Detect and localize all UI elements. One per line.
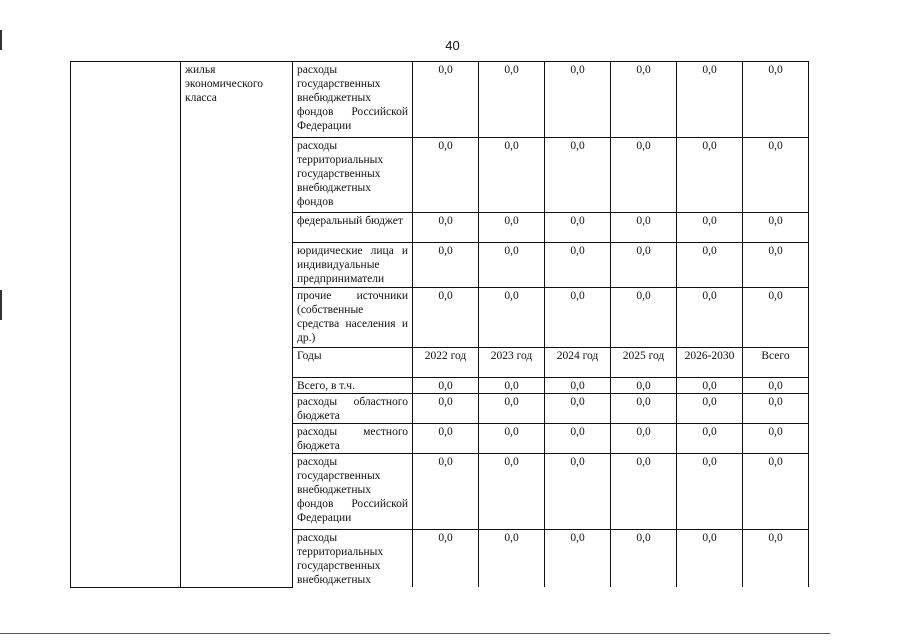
source-cell: расходы территориальных государственных внебюджетных	[293, 530, 413, 588]
value-cell: 0,0	[479, 378, 545, 394]
year-header: 2023 год	[479, 348, 545, 378]
value-cell: 0,0	[479, 454, 545, 530]
value-cell: 0,0	[677, 394, 743, 424]
value-cell: 0,0	[413, 213, 479, 243]
value-cell: 0,0	[413, 288, 479, 348]
source-cell: федеральный бюджет	[293, 213, 413, 243]
value-cell: 0,0	[479, 394, 545, 424]
value-cell: 0,0	[479, 62, 545, 138]
left-edge-mark	[0, 290, 2, 320]
value-cell: 0,0	[545, 424, 611, 454]
value-cell: 0,0	[545, 530, 611, 588]
value-cell: 0,0	[677, 424, 743, 454]
value-cell: 0,0	[413, 378, 479, 394]
page-bottom-line	[0, 633, 830, 634]
source-cell: юридические лица и индивидуальные предприниматели	[293, 243, 413, 288]
value-cell: 0,0	[743, 454, 809, 530]
value-cell: 0,0	[479, 213, 545, 243]
page-number: 40	[445, 38, 460, 53]
value-cell: 0,0	[743, 243, 809, 288]
source-cell: Всего, в т.ч.	[293, 378, 413, 394]
source-cell: расходы государственных внебюджетных фондов Российской Федерации	[293, 62, 413, 138]
years-label: Годы	[293, 348, 413, 378]
value-cell: 0,0	[611, 424, 677, 454]
value-cell: 0,0	[677, 62, 743, 138]
value-cell: 0,0	[611, 530, 677, 588]
funding-table	[70, 61, 809, 588]
source-cell: прочие источники (собственные средства населения и др.)	[293, 288, 413, 348]
value-cell: 0,0	[479, 424, 545, 454]
value-cell: 0,0	[611, 454, 677, 530]
value-cell: 0,0	[677, 243, 743, 288]
value-cell: 0,0	[479, 288, 545, 348]
value-cell: 0,0	[413, 424, 479, 454]
value-cell: 0,0	[677, 378, 743, 394]
value-cell: 0,0	[545, 454, 611, 530]
value-cell: 0,0	[611, 378, 677, 394]
left-edge-mark	[0, 30, 2, 50]
event-name-cell: жилья экономического класса	[181, 62, 293, 588]
source-cell: расходы местного бюджета	[293, 424, 413, 454]
total-header: Всего	[743, 348, 809, 378]
source-cell: расходы областного бюджета	[293, 394, 413, 424]
value-cell: 0,0	[743, 138, 809, 213]
value-cell: 0,0	[413, 454, 479, 530]
value-cell: 0,0	[545, 213, 611, 243]
value-cell: 0,0	[611, 62, 677, 138]
value-cell: 0,0	[479, 138, 545, 213]
value-cell: 0,0	[743, 378, 809, 394]
value-cell: 0,0	[413, 138, 479, 213]
value-cell: 0,0	[743, 62, 809, 138]
value-cell: 0,0	[413, 530, 479, 588]
value-cell: 0,0	[743, 213, 809, 243]
value-cell: 0,0	[743, 424, 809, 454]
value-cell: 0,0	[611, 394, 677, 424]
source-cell: расходы территориальных государственных внебюджетных фондов	[293, 138, 413, 213]
value-cell: 0,0	[479, 243, 545, 288]
empty-number-cell	[71, 62, 181, 588]
year-header: 2025 год	[611, 348, 677, 378]
value-cell: 0,0	[677, 530, 743, 588]
source-cell: расходы государственных внебюджетных фондов Российской Федерации	[293, 454, 413, 530]
value-cell: 0,0	[611, 243, 677, 288]
value-cell: 0,0	[413, 243, 479, 288]
value-cell: 0,0	[611, 213, 677, 243]
value-cell: 0,0	[545, 138, 611, 213]
value-cell: 0,0	[677, 213, 743, 243]
value-cell: 0,0	[743, 394, 809, 424]
value-cell: 0,0	[413, 394, 479, 424]
value-cell: 0,0	[413, 62, 479, 138]
value-cell: 0,0	[545, 62, 611, 138]
year-header: 2024 год	[545, 348, 611, 378]
value-cell: 0,0	[545, 378, 611, 394]
value-cell: 0,0	[677, 454, 743, 530]
value-cell: 0,0	[611, 288, 677, 348]
value-cell: 0,0	[611, 138, 677, 213]
year-header: 2022 год	[413, 348, 479, 378]
table-row	[71, 62, 809, 138]
value-cell: 0,0	[743, 288, 809, 348]
value-cell: 0,0	[677, 288, 743, 348]
value-cell: 0,0	[479, 530, 545, 588]
value-cell: 0,0	[545, 243, 611, 288]
value-cell: 0,0	[545, 288, 611, 348]
value-cell: 0,0	[743, 530, 809, 588]
value-cell: 0,0	[545, 394, 611, 424]
value-cell: 0,0	[677, 138, 743, 213]
year-header: 2026-2030	[677, 348, 743, 378]
